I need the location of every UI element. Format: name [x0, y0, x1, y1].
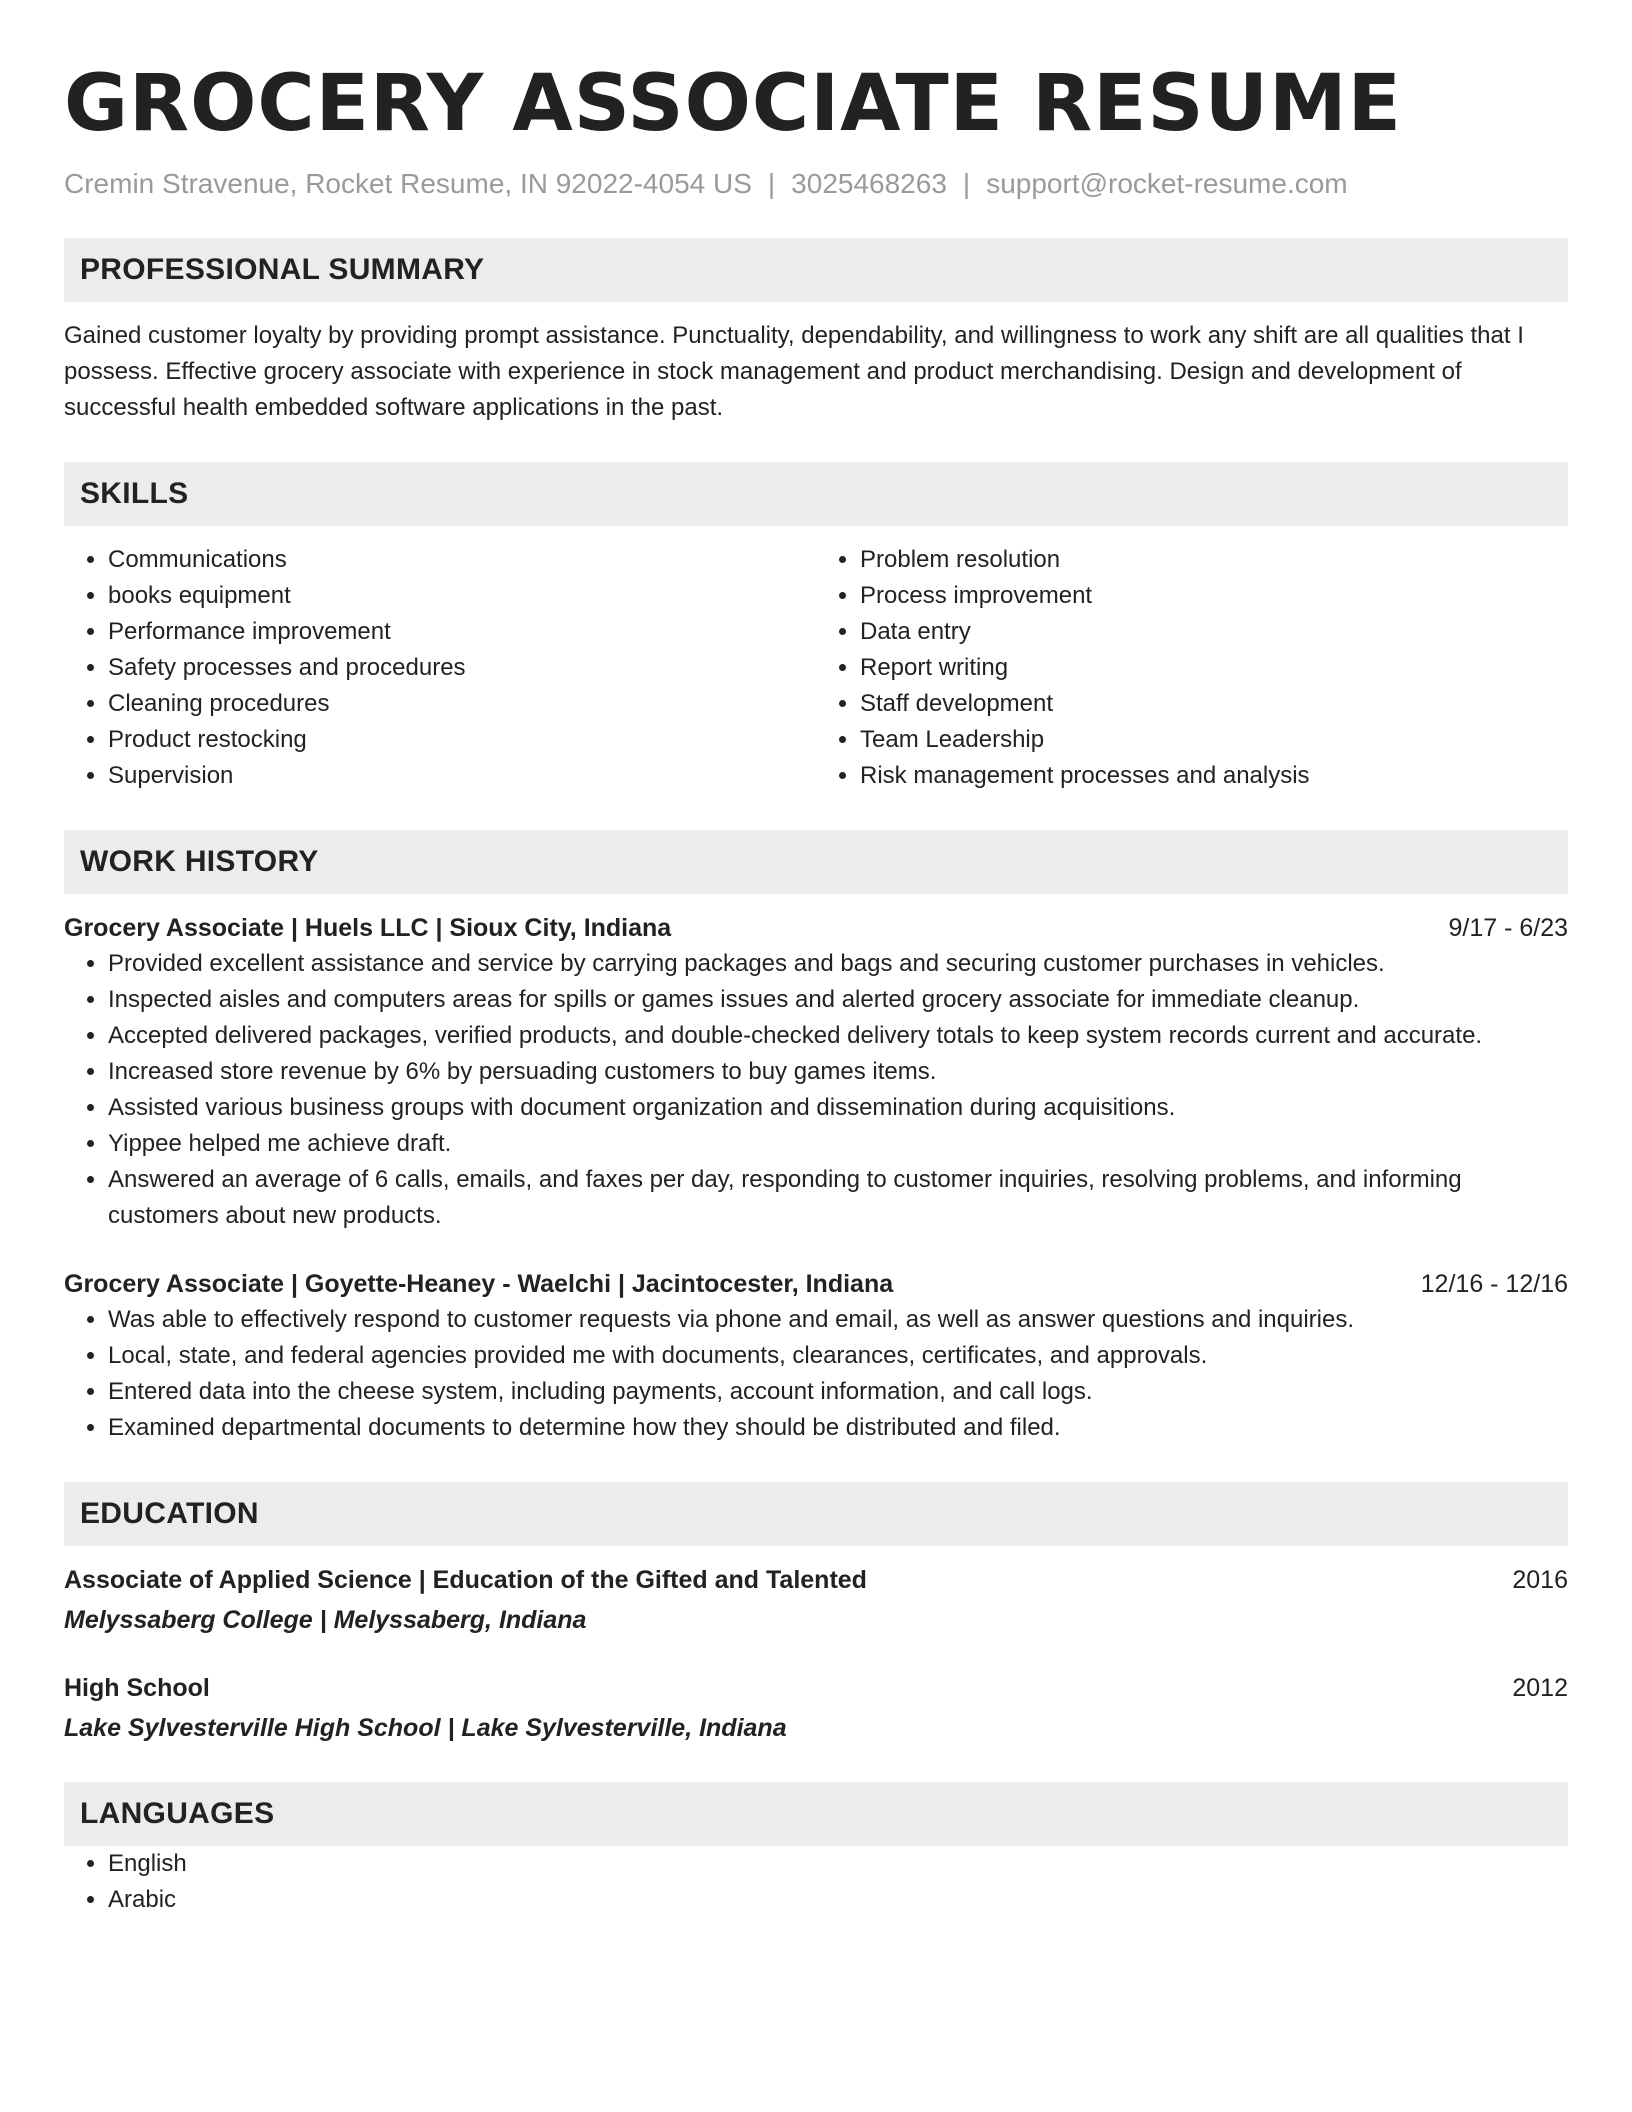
skill-item: • books equipment [108, 578, 816, 614]
education-school: Melyssaberg College | Melyssaberg, Indiana [64, 1606, 587, 1634]
skill-item: • Staff development [860, 686, 1568, 722]
contact-address: Cremin Stravenue, Rocket Resume, IN 92022-4054 US [64, 168, 752, 199]
job-title: Grocery Associate | Goyette-Heaney - Waelchi | Jacintocester, Indiana [64, 1270, 894, 1298]
skill-item: • Supervision [108, 758, 816, 794]
job-duty: • Assisted various business groups with document organization and dissemination during acquisitions. [108, 1090, 1568, 1126]
contact-separator: | [767, 168, 776, 199]
skill-item: • Communications [108, 542, 816, 578]
job-duties [64, 946, 1568, 1234]
job-dates: 9/17 - 6/23 [1448, 914, 1568, 942]
job-duty: • Entered data into the cheese system, including payments, account information, and call logs. [108, 1374, 1568, 1410]
contact-email: support@rocket-resume.com [986, 168, 1348, 199]
job-duty: • Answered an average of 6 calls, emails, and faxes per day, responding to customer inquiries, resolving problems, and informing customers about new products. [108, 1162, 1568, 1234]
education-year: 2016 [1512, 1566, 1568, 1594]
contact-separator: | [962, 168, 971, 199]
section-heading-languages: LANGUAGES [64, 1782, 1568, 1846]
job-header [64, 910, 1568, 946]
job-duty: • Increased store revenue by 6% by persuading customers to buy games items. [108, 1054, 1568, 1090]
section-heading-summary: PROFESSIONAL SUMMARY [64, 238, 1568, 302]
job-entry [64, 1266, 1568, 1446]
job-duty: • Inspected aisles and computers areas for spills or games issues and alerted grocery associate for immediate cleanup. [108, 982, 1568, 1018]
section-heading-education: EDUCATION [64, 1482, 1568, 1546]
skill-item: • Problem resolution [860, 542, 1568, 578]
section-heading-skills: SKILLS [64, 462, 1568, 526]
summary-text: Gained customer loyalty by providing prompt assistance. Punctuality, dependability, and willingness to work any shift are all qualities that I possess. Effective grocery associate with experience in stock management and product merchandising. Design and development of successful health embedded software applications in the past. [64, 322, 1524, 421]
education-entry [64, 1670, 1568, 1746]
job-duty: • Accepted delivered packages, verified products, and double-checked delivery totals to keep system records current and accurate. [108, 1018, 1568, 1054]
contact-phone: 3025468263 [791, 168, 947, 199]
job-header [64, 1266, 1568, 1302]
education-degree: Associate of Applied Science | Education of the Gifted and Talented [64, 1566, 867, 1594]
skill-item: • Report writing [860, 650, 1568, 686]
job-duties [64, 1302, 1568, 1446]
skills-column-left [64, 542, 816, 794]
skill-item: • Risk management processes and analysis [860, 758, 1568, 794]
language-item: • Arabic [108, 1882, 1568, 1918]
job-duty: • Provided excellent assistance and service by carrying packages and bags and securing customer purchases in vehicles. [108, 946, 1568, 982]
job-duty: • Was able to effectively respond to customer requests via phone and email, as well as answer questions and inquiries. [108, 1302, 1568, 1338]
education-school: Lake Sylvesterville High School | Lake Sylvesterville, Indiana [64, 1714, 787, 1742]
job-entry [64, 910, 1568, 1234]
languages-list [64, 1846, 1568, 1918]
skills-list [64, 542, 1568, 794]
contact-line [64, 166, 1568, 202]
skill-item: • Product restocking [108, 722, 816, 758]
job-duty: • Yippee helped me achieve draft. [108, 1126, 1568, 1162]
section-heading-work-history: WORK HISTORY [64, 830, 1568, 894]
education-header [64, 1562, 1568, 1598]
education-year: 2012 [1512, 1674, 1568, 1702]
skill-item: • Performance improvement [108, 614, 816, 650]
resume-title: GROCERY ASSOCIATE RESUME [64, 59, 1402, 149]
skill-item: • Process improvement [860, 578, 1568, 614]
job-duty: • Local, state, and federal agencies provided me with documents, clearances, certificates, and approvals. [108, 1338, 1568, 1374]
job-dates: 12/16 - 12/16 [1420, 1270, 1568, 1298]
skill-item: • Team Leadership [860, 722, 1568, 758]
job-duty: • Examined departmental documents to determine how they should be distributed and filed. [108, 1410, 1568, 1446]
education-entry [64, 1562, 1568, 1638]
education-header [64, 1670, 1568, 1706]
education-degree: High School [64, 1674, 210, 1702]
language-item: • English [108, 1846, 1568, 1882]
skill-item: • Safety processes and procedures [108, 650, 816, 686]
skill-item: • Cleaning procedures [108, 686, 816, 722]
job-title: Grocery Associate | Huels LLC | Sioux City, Indiana [64, 914, 672, 942]
skills-column-right [816, 542, 1568, 794]
skill-item: • Data entry [860, 614, 1568, 650]
